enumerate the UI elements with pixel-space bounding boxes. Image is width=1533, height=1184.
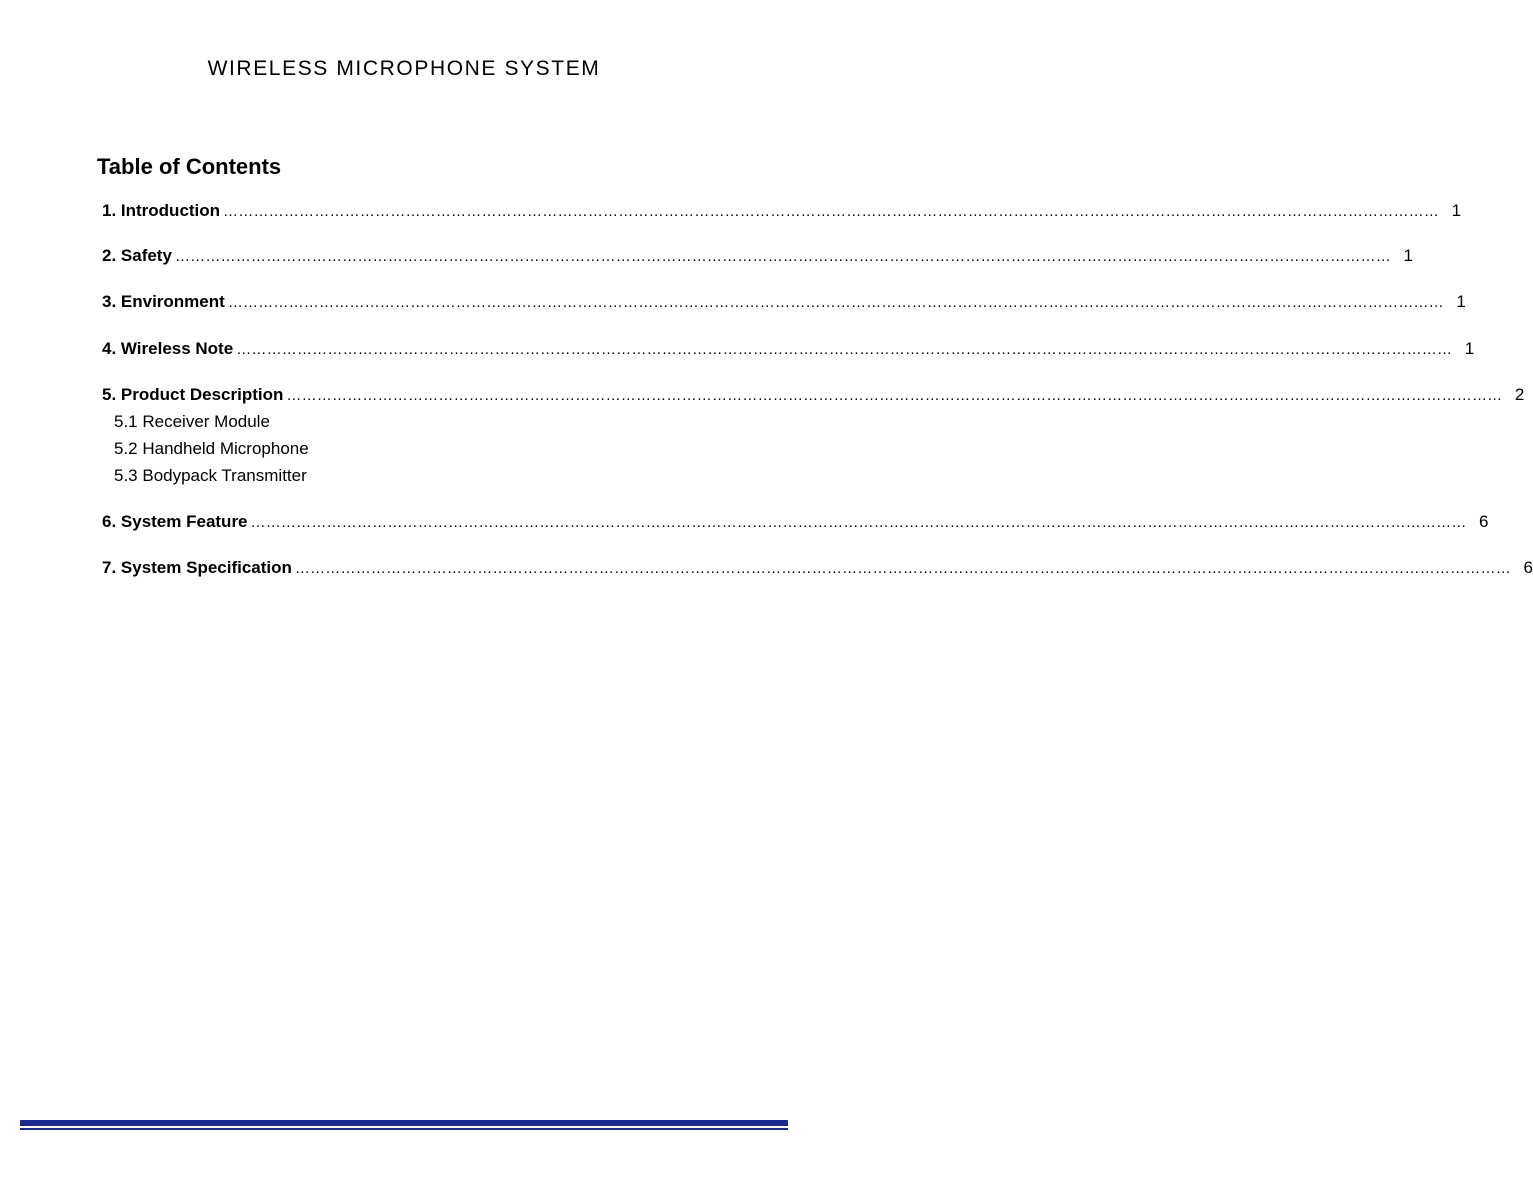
toc-dot-leader: …………………………………………………………………………………………………………………………………………………………………………………………………………………… — [294, 560, 1511, 577]
toc-entry-title: 4. Wireless Note — [102, 339, 234, 358]
toc-entry-title: 5. Product Description — [102, 385, 284, 404]
toc-dot-leader: …………………………………………………………………………………………………………………………………………………………………………………………………………………… — [250, 514, 1467, 531]
footer-rule-thin — [20, 1128, 788, 1130]
toc-entry-system-specification[interactable] — [102, 557, 1533, 579]
toc-dot-leader: …………………………………………………………………………………………………………………………………………………………………………………………………………………… — [286, 387, 1503, 404]
toc-dot-leader: …………………………………………………………………………………………………………………………………………………………………………………………………………………… — [174, 248, 1391, 265]
toc-entry-title: 6. System Feature — [102, 512, 248, 531]
toc-entry-system-feature[interactable] — [102, 511, 1489, 533]
toc-entry-title: 3. Environment — [102, 292, 225, 311]
footer-rule-thick — [20, 1120, 788, 1126]
toc-page-number: 1 — [1456, 292, 1466, 311]
toc-entry-safety[interactable] — [102, 245, 1413, 267]
toc-subentry-handheld-microphone[interactable]: 5.2 Handheld Microphone — [114, 439, 309, 458]
document-header: WIRELESS MICROPHONE SYSTEM — [207, 57, 601, 80]
toc-page-number: 6 — [1479, 512, 1489, 531]
toc-page-number: 1 — [1403, 246, 1413, 265]
toc-page-number: 1 — [1464, 339, 1475, 358]
toc-dot-leader: …………………………………………………………………………………………………………………………………………………………………………………………………………………… — [227, 294, 1444, 311]
toc-subentry-receiver-module[interactable]: 5.1 Receiver Module — [114, 412, 270, 431]
toc-entry-product-description[interactable] — [102, 384, 1525, 406]
toc-entry-title: 7. System Specification — [102, 558, 292, 577]
toc-entry-environment[interactable] — [102, 291, 1466, 313]
toc-page-number: 1 — [1451, 201, 1462, 220]
toc-entry-title: 1. Introduction — [102, 201, 221, 220]
toc-dot-leader: …………………………………………………………………………………………………………………………………………………………………………………………………………………… — [223, 203, 1440, 220]
toc-dot-leader: …………………………………………………………………………………………………………………………………………………………………………………………………………………… — [236, 341, 1453, 358]
toc-page-number: 6 — [1523, 558, 1533, 577]
toc-entry-wireless-note[interactable] — [102, 338, 1475, 360]
toc-page-number: 2 — [1514, 385, 1525, 404]
toc-entry-title: 2. Safety — [102, 246, 172, 265]
toc-subentry-bodypack-transmitter[interactable]: 5.3 Bodypack Transmitter — [114, 466, 307, 485]
toc-heading: Table of Contents — [97, 154, 282, 179]
toc-entry-introduction[interactable] — [102, 200, 1462, 222]
